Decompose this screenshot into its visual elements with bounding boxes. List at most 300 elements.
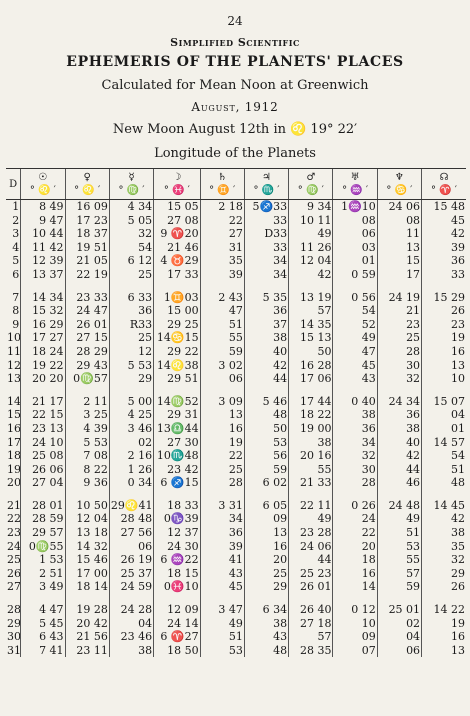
position-cell: 0 56 [333,291,377,305]
position-cell: 29♌41 [110,498,153,512]
position-cell: 12 04 [65,512,109,526]
position-cell: 15 00 [154,304,200,318]
position-cell: 4 47 [21,603,65,617]
position-cell: 46 [377,476,421,490]
position-cell: 28 29 [65,345,109,359]
position-cell: 48 [244,408,288,422]
position-cell: 12 [109,345,153,359]
planet-symbol: D [9,178,18,190]
position-cell: 29 31 [154,408,200,422]
position-cell: 38 [333,408,377,422]
position-cell: 24 34 [377,395,421,409]
gap-cell [377,282,421,291]
position-cell: 38 [377,422,421,436]
position-cell: 0♓10 [154,580,200,594]
position-cell: 30 [333,463,377,477]
header-row [6,169,466,200]
position-cell: 7 08 [65,449,109,463]
position-cell: 38 [244,617,288,631]
column-header [244,169,288,200]
position-cell: 27 08 [154,214,200,228]
gap-cell [200,490,244,499]
position-cell: 5 46 [244,395,288,409]
position-cell: 38 [244,331,288,345]
day-cell: 18 [7,449,21,463]
gap-cell [200,386,244,395]
position-cell: 51 [200,630,244,644]
position-cell: 36 [200,526,244,540]
sign-label: ° ♏ ′ [253,185,280,196]
gap-cell [6,386,21,395]
position-cell: 36 [244,304,288,318]
position-cell: 5 35 [244,291,288,305]
position-cell: 14 [333,580,377,594]
table-row [6,214,466,228]
table-row [6,254,466,268]
gap-cell [289,386,333,395]
position-cell: 12 04 [289,254,333,268]
position-cell: 29 22 [154,345,200,359]
position-cell: 16 [200,422,244,436]
position-cell: 42 [422,512,466,526]
position-cell: 25 [109,268,153,282]
position-cell: 39 [200,268,244,282]
table-row [6,644,466,658]
position-cell: 59 [244,463,288,477]
position-cell: 23 13 [21,422,65,436]
position-cell: 6 33 [109,291,153,305]
position-cell: 43 [333,372,377,386]
table-header [6,169,466,200]
position-cell: 49 [377,512,421,526]
position-cell: 20 42 [65,617,109,631]
position-cell: 27 18 [289,617,333,631]
column-header [65,169,109,200]
table-row [6,318,466,332]
position-cell: 23 [422,318,466,332]
gap-cell [154,594,200,603]
position-cell: 6 12 [109,254,153,268]
position-cell: 55 [289,463,333,477]
table-row [6,345,466,359]
position-cell: 35 [200,254,244,268]
position-cell: 02 [377,617,421,631]
position-cell: 20 20 [21,372,65,386]
position-cell: 26 40 [289,603,333,617]
position-cell: 10 [422,372,466,386]
column-header [422,169,466,200]
position-cell: 22 15 [21,408,65,422]
position-cell: 51 [422,463,466,477]
position-cell: 59 [377,580,421,594]
position-cell: 47 [200,304,244,318]
table-row [6,200,466,214]
position-cell: 24 48 [377,499,421,513]
gap-cell [377,386,421,395]
table-row [6,436,466,450]
position-cell: 44 [244,372,288,386]
day-cell: 6 [12,267,20,281]
gap-cell [6,594,21,603]
position-cell: 17 44 [289,395,333,409]
position-cell: 27 15 [65,331,109,345]
position-cell: 18 14 [65,580,109,594]
position-cell: 12 39 [21,254,65,268]
position-cell: 28 48 [109,512,153,526]
series-title: Simplified Scientific [170,36,300,49]
position-cell: 40 [377,436,421,450]
position-cell: 34 [244,254,288,268]
planet-symbol: ♃ [262,172,271,183]
gap-cell [65,386,109,395]
day-cell: 13 [7,372,21,386]
position-cell: 17 27 [21,331,65,345]
position-cell: 28 [200,476,244,490]
position-cell: 07 [333,644,377,658]
position-cell: 16 [422,630,466,644]
position-cell: 10 11 [289,214,333,228]
position-cell: 9 47 [21,214,65,228]
day-cell: 28 [7,603,21,617]
position-cell: 13 [422,644,466,658]
day-cell: 1 [12,200,20,213]
position-cell: 3 09 [200,395,244,409]
position-cell: 32 [109,227,153,241]
position-cell: 24 10 [21,436,65,450]
table-row [6,268,466,282]
gap-cell [21,386,65,395]
position-cell: 0 34 [109,476,153,490]
planet-symbol: ☊ [439,172,449,183]
position-cell: 33 [422,268,466,282]
position-cell: 25 [200,463,244,477]
position-cell: 26 [422,304,466,318]
position-cell: 33 [244,214,288,228]
table-row [6,630,466,644]
position-cell: 18 [333,553,377,567]
position-cell: 57 [289,630,333,644]
position-cell: D33 [244,227,288,241]
position-cell: 54 [333,304,377,318]
position-cell: 55 [200,331,244,345]
position-cell: 15 13 [289,331,333,345]
position-cell: 43 [244,630,288,644]
position-cell: 15 29 [422,291,466,305]
position-cell: 38 [109,644,153,658]
table-row [6,567,466,581]
position-cell: 53 [200,644,244,658]
position-cell: 14♋15 [154,331,200,345]
position-cell: 23 11 [65,644,109,658]
position-cell: 28 35 [289,644,333,658]
position-cell: 39 [422,241,466,255]
position-cell: 19 28 [65,603,109,617]
position-cell: 5 53 [109,359,153,373]
position-cell: 31 [200,241,244,255]
position-cell: 18 33 [154,499,200,513]
position-cell: 53 [244,436,288,450]
sign-label: ° ♍ ′ [297,185,324,196]
position-cell: 16 29 [21,318,65,332]
table-row [6,526,466,540]
day-cell: 5 [12,254,20,268]
position-cell: 0 40 [333,395,377,409]
sign-label: ° ♍ ′ [118,185,145,196]
position-cell: 22 [200,214,244,228]
position-cell: 8 49 [21,200,65,214]
position-cell: 5♐33 [244,200,288,214]
position-cell: 0 26 [333,499,377,513]
position-cell: 22 19 [65,268,109,282]
position-cell: 26 06 [21,463,65,477]
position-cell: 13 37 [21,268,65,282]
position-cell: 2 16 [109,449,153,463]
day-cell: 20 [7,476,21,490]
position-cell: 15 32 [21,304,65,318]
position-cell: 23 42 [154,463,200,477]
position-cell: 41 [200,553,244,567]
position-cell: 17 06 [289,372,333,386]
position-cell: 42 [289,268,333,282]
position-cell: 19 [422,331,466,345]
planet-symbol: ♆ [394,172,404,183]
position-cell: 27 [200,227,244,241]
gap-cell [377,490,421,499]
table-row [6,449,466,463]
column-header [289,169,333,200]
day-cell: 29 [7,616,21,630]
position-cell: 19 [422,617,466,631]
day-cell: 4 [12,240,20,254]
position-cell: 28 [333,476,377,490]
position-cell: 25 23 [289,567,333,581]
position-cell: 51 [377,526,421,540]
position-cell: 06 [200,372,244,386]
position-cell: 57 [289,304,333,318]
position-cell: 2 43 [200,291,244,305]
position-cell: 14 35 [289,318,333,332]
position-cell: 4 39 [65,422,109,436]
gap-cell [21,282,65,291]
planet-symbol: ♄ [217,172,227,183]
position-cell: 19 00 [289,422,333,436]
position-cell: 17 00 [65,567,109,581]
table-row [6,512,466,526]
position-cell: 27 30 [154,436,200,450]
position-cell: 21 [377,304,421,318]
planet-symbol: ♂ [306,172,316,183]
position-cell: 6 ♈27 [154,630,200,644]
position-cell: 17 33 [154,268,200,282]
gap-cell [109,594,153,603]
page-number: 24 [227,14,243,28]
table-row [6,580,466,594]
table-row [6,499,466,513]
column-header [200,169,244,200]
row-gap [6,490,466,499]
position-cell: 22 [200,449,244,463]
gap-cell [6,490,21,499]
position-cell: 36 [422,254,466,268]
position-cell: 06 [333,227,377,241]
position-cell: 16 [422,345,466,359]
position-cell: 25 [244,567,288,581]
position-cell: 5 45 [21,617,65,631]
position-cell: 27 56 [109,526,153,540]
position-cell: 32 [333,449,377,463]
table-row [6,540,466,554]
position-cell: 3 49 [21,580,65,594]
gap-cell [422,282,466,291]
gap-cell [422,594,466,603]
gap-cell [333,594,377,603]
position-cell: 30 [377,359,421,373]
gap-cell [333,490,377,499]
position-cell: 6 ♐15 [154,476,200,490]
day-cell: 16 [7,421,21,435]
position-cell: 03 [333,241,377,255]
position-cell: 45 [422,214,466,228]
position-cell: 01 [422,422,466,436]
position-cell: 44 [377,463,421,477]
planet-symbol: ♅ [350,172,360,183]
day-cell: 23 [7,526,21,540]
position-cell: 9 36 [65,476,109,490]
position-cell: 21 33 [289,476,333,490]
position-cell: 28 59 [21,512,65,526]
column-header [21,169,65,200]
gap-cell [333,386,377,395]
position-cell: 24 06 [289,540,333,554]
position-cell: 4 34 [109,200,153,214]
position-cell: 6 ♒22 [154,553,200,567]
gap-cell [21,594,65,603]
position-cell: 52 [333,318,377,332]
gap-cell [289,490,333,499]
day-cell: 11 [7,344,21,358]
position-cell: 11 42 [21,241,65,255]
position-cell: 29 [109,372,153,386]
position-cell: 08 [377,214,421,228]
position-cell: 09 [244,512,288,526]
position-cell: 04 [377,630,421,644]
gap-cell [65,490,109,499]
position-cell: 14 22 [422,603,466,617]
column-header [154,169,200,200]
ephemeris-table [6,168,466,657]
position-cell: 6 02 [244,476,288,490]
position-cell: 32 [422,553,466,567]
sign-label: ° ♌ ′ [74,185,101,196]
position-cell: 13 18 [65,526,109,540]
table-row [6,372,466,386]
gap-cell [21,490,65,499]
position-cell: 0♍57 [65,372,109,386]
column-header [333,169,377,200]
position-cell: 19 22 [21,359,65,373]
position-cell: 4 25 [109,408,153,422]
position-cell: 29 57 [21,526,65,540]
row-gap [6,282,466,291]
position-cell: 38 [289,436,333,450]
position-cell: 34 [333,436,377,450]
table-row [6,603,466,617]
position-cell: 27 04 [21,476,65,490]
gap-cell [289,594,333,603]
position-cell: 0♍55 [21,540,65,554]
position-cell: 38 [422,526,466,540]
position-cell: 24 06 [377,200,421,214]
position-cell: 13 [422,359,466,373]
table-row [6,422,466,436]
position-cell: 29 25 [154,318,200,332]
position-cell: 3 47 [200,603,244,617]
gap-cell [200,282,244,291]
gap-cell [422,386,466,395]
position-cell: 14 32 [65,540,109,554]
position-cell: 45 [333,359,377,373]
row-gap [6,594,466,603]
gap-cell [154,490,200,499]
position-cell: 55 [377,553,421,567]
position-cell: 24 59 [109,580,153,594]
position-cell: 15 48 [422,200,466,214]
table-row [6,476,466,490]
position-cell: 42 [244,359,288,373]
gap-cell [244,594,288,603]
position-cell: 2 18 [200,200,244,214]
position-cell: 6 05 [244,499,288,513]
position-cell: 37 [244,318,288,332]
table-row [6,331,466,345]
position-cell: 3 31 [200,499,244,513]
gap-cell [244,386,288,395]
day-cell: 25 [7,553,21,567]
position-cell: 23 28 [289,526,333,540]
month-year: August, 1912 [191,100,279,114]
table-caption: Longitude of the Planets [154,146,316,161]
day-cell: 2 [12,213,20,227]
page-title: EPHEMERIS OF THE PLANETS' PLACES [66,54,404,70]
position-cell: 39 [200,540,244,554]
position-cell: 21 46 [154,241,200,255]
position-cell: 13 [377,241,421,255]
new-moon-note: New Moon August 12th in ♌ 19° 22′ [112,122,358,137]
table-row [6,291,466,305]
position-cell: 0♑39 [154,512,200,526]
position-cell: 42 [377,449,421,463]
table-row [6,553,466,567]
position-cell: 10 44 [21,227,65,241]
position-cell: 22 11 [289,499,333,513]
position-cell: 49 [200,617,244,631]
table-row [6,359,466,373]
position-cell: 24 19 [377,291,421,305]
position-cell: 25 37 [109,567,153,581]
gap-cell [154,386,200,395]
position-cell: 18 37 [65,227,109,241]
position-cell: 34 [200,512,244,526]
position-cell: 50 [289,345,333,359]
position-cell: R33 [109,318,153,332]
position-cell: 06 [377,644,421,658]
position-cell: 04 [109,617,153,631]
position-cell: 59 [200,345,244,359]
day-cell: 26 [7,566,21,580]
column-header [6,169,21,200]
gap-cell [377,594,421,603]
planet-symbol: ♀ [83,172,91,183]
